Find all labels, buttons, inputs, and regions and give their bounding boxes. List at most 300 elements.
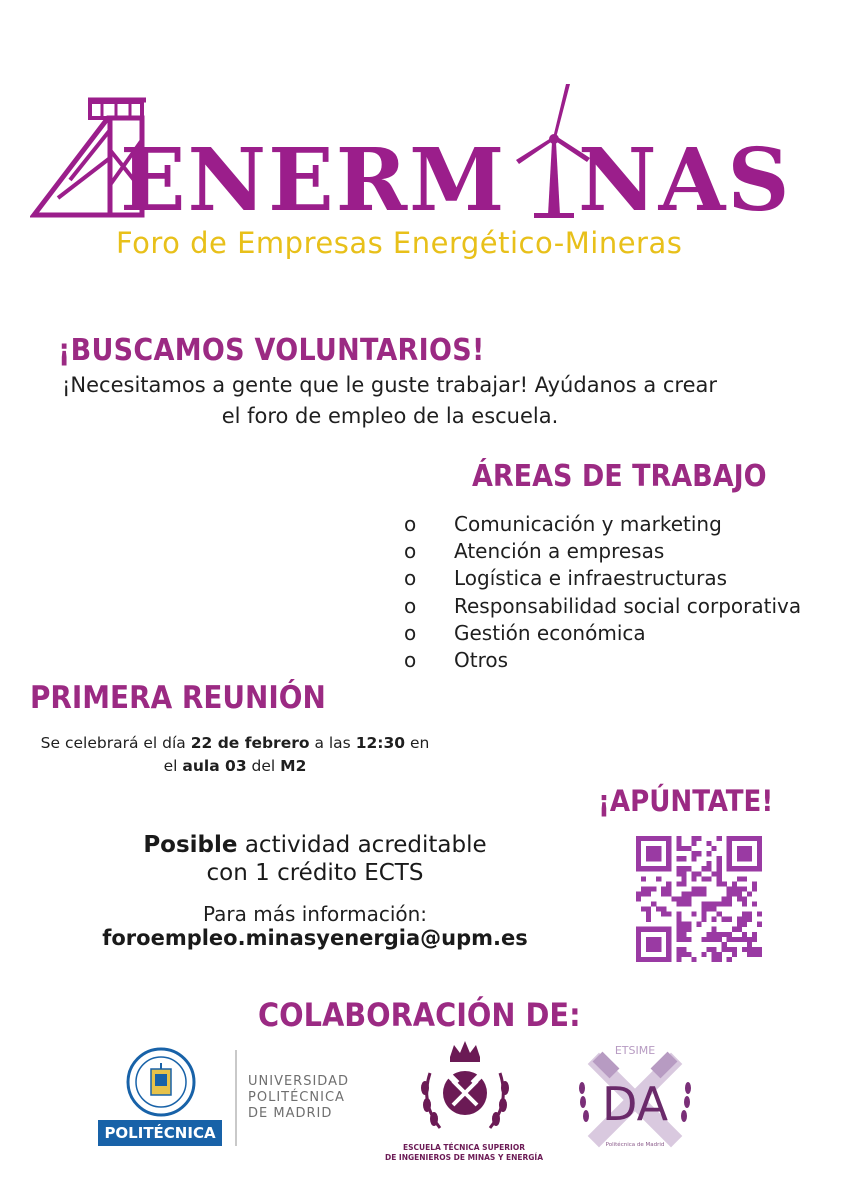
list-bullet: o [404, 620, 417, 645]
qr-module [717, 952, 722, 957]
qr-module [747, 912, 752, 917]
qr-module [742, 886, 747, 891]
qr-module [737, 876, 742, 881]
qr-module [661, 891, 666, 896]
qr-module [691, 841, 696, 846]
qr-module [712, 932, 717, 937]
qr-module [636, 836, 641, 841]
qr-module [722, 917, 727, 922]
qr-module [732, 881, 737, 886]
logo-subtitle: Foro de Empresas Energético-Mineras [116, 226, 683, 260]
qr-module [747, 947, 752, 952]
collaboration-heading: COLABORACIÓN DE: [258, 996, 581, 1034]
list-bullet: o [404, 593, 417, 618]
qr-module [666, 957, 671, 962]
qr-module [636, 846, 641, 851]
qr-module [676, 902, 681, 907]
qr-module [717, 932, 722, 937]
qr-module [737, 866, 742, 871]
meeting-room: aula 03 [182, 757, 247, 775]
qr-module [727, 836, 732, 841]
qr-module [681, 896, 686, 901]
qr-module [681, 937, 686, 942]
qr-module [752, 866, 757, 871]
qr-module [691, 957, 696, 962]
qr-module [666, 846, 671, 851]
qr-module [681, 871, 686, 876]
meeting-text: en [405, 734, 430, 752]
qr-module [651, 942, 656, 947]
qr-module [702, 937, 707, 942]
qr-module [681, 952, 686, 957]
qr-module [707, 851, 712, 856]
qr-module [702, 952, 707, 957]
qr-module [666, 881, 671, 886]
qr-module [666, 927, 671, 932]
qr-module [636, 947, 641, 952]
upm-name [248, 1074, 349, 1122]
qr-module [742, 851, 747, 856]
qr-module [737, 917, 742, 922]
list-bullet: o [404, 512, 417, 536]
school-line-1: ESCUELA TÉCNICA SUPERIOR [403, 1143, 525, 1152]
qr-module [752, 952, 757, 957]
qr-module [646, 856, 651, 861]
qr-module [742, 902, 747, 907]
qr-module [666, 891, 671, 896]
qr-module [732, 886, 737, 891]
qr-module [676, 846, 681, 851]
list-bullet: o [404, 539, 417, 564]
qr-module [747, 866, 752, 871]
qr-module [752, 881, 757, 886]
upm-line-3: DE MADRID [248, 1106, 333, 1121]
qr-module [641, 866, 646, 871]
qr-module [707, 947, 712, 952]
qr-module [717, 856, 722, 861]
qr-module [636, 937, 641, 942]
qr-module [707, 907, 712, 912]
qr-module [727, 896, 732, 901]
qr-module [727, 861, 732, 866]
qr-module [717, 881, 722, 886]
qr-module [651, 927, 656, 932]
qr-module [696, 886, 701, 891]
qr-module [717, 937, 722, 942]
qr-module [757, 912, 762, 917]
qr-module [742, 846, 747, 851]
qr-module [641, 907, 646, 912]
qr-module [757, 952, 762, 957]
qr-module [691, 876, 696, 881]
qr-module [752, 836, 757, 841]
qr-module [666, 912, 671, 917]
qr-module [676, 932, 681, 937]
credit-line-2: con 1 crédito ECTS [206, 860, 424, 886]
qr-module [681, 846, 686, 851]
upm-line-2: POLITÉCNICA [248, 1090, 345, 1105]
qr-module [646, 912, 651, 917]
qr-module [676, 856, 681, 861]
qr-module [732, 891, 737, 896]
qr-module [757, 836, 762, 841]
list-item [404, 539, 801, 566]
qr-module [666, 947, 671, 952]
list-item-label: Gestión económica [454, 620, 646, 645]
qr-module [732, 866, 737, 871]
qr-module [661, 866, 666, 871]
qr-module [656, 937, 661, 942]
qr-module [681, 876, 686, 881]
qr-module [666, 937, 671, 942]
upm-separator [235, 1050, 237, 1146]
qr-module [727, 846, 732, 851]
qr-module [636, 957, 641, 962]
qr-module [656, 907, 661, 912]
meeting-text: a las [309, 734, 356, 752]
qr-module [651, 856, 656, 861]
qr-module [651, 947, 656, 952]
qr-module [702, 891, 707, 896]
qr-module [702, 907, 707, 912]
qr-module [757, 851, 762, 856]
qr-module [712, 952, 717, 957]
qr-module [656, 947, 661, 952]
qr-module [707, 861, 712, 866]
list-item [404, 566, 801, 593]
qr-module [676, 836, 681, 841]
qr-module [686, 952, 691, 957]
meeting-date: 22 de febrero [190, 734, 310, 752]
meeting-heading: PRIMERA REUNIÓN [30, 680, 326, 716]
qr-module [641, 927, 646, 932]
qr-module [737, 846, 742, 851]
qr-module [747, 846, 752, 851]
qr-module [651, 886, 656, 891]
qr-module [641, 876, 646, 881]
list-bullet: o [404, 647, 417, 672]
qr-module [757, 947, 762, 952]
qr-module [666, 861, 671, 866]
list-item-label: Otros [454, 647, 509, 672]
qr-module [636, 896, 641, 901]
qr-module [747, 937, 752, 942]
qr-module [661, 907, 666, 912]
qr-module [737, 886, 742, 891]
info-label: Para más información: [202, 902, 428, 926]
qr-module [646, 891, 651, 896]
credit-line-1: actividad acreditable [237, 832, 487, 858]
qr-module [656, 876, 661, 881]
qr-module [651, 851, 656, 856]
qr-module [712, 947, 717, 952]
qr-module [646, 836, 651, 841]
qr-module [742, 912, 747, 917]
list-item [404, 621, 801, 648]
upm-seal [121, 1045, 201, 1120]
qr-module [742, 856, 747, 861]
school-line-2: DE INGENIEROS DE MINAS Y ENERGÍA [384, 1153, 544, 1162]
qr-module [691, 856, 696, 861]
qr-module [636, 851, 641, 856]
qr-module [737, 856, 742, 861]
qr-module [717, 957, 722, 962]
qr-module [676, 927, 681, 932]
qr-module [702, 917, 707, 922]
list-item-label: Comunicación y marketing [454, 512, 722, 536]
qr-module [707, 866, 712, 871]
qr-module [646, 957, 651, 962]
qr-module [691, 886, 696, 891]
list-item [404, 594, 801, 621]
qr-module [676, 841, 681, 846]
qr-module [737, 836, 742, 841]
meeting-building: M2 [280, 757, 307, 775]
school-crest [410, 1033, 520, 1143]
qr-module [696, 836, 701, 841]
da-top-text: ETSIME [614, 1044, 656, 1057]
qr-module [742, 937, 747, 942]
qr-module [656, 927, 661, 932]
qr-module [722, 896, 727, 901]
qr-module [757, 846, 762, 851]
qr-module [681, 891, 686, 896]
qr-module [666, 866, 671, 871]
qr-module [757, 861, 762, 866]
qr-module [717, 876, 722, 881]
qr-module [661, 886, 666, 891]
qr-module [717, 866, 722, 871]
contact-email[interactable]: foroempleo.minasyenergia@upm.es [102, 926, 528, 950]
da-crossed-hammers-logo [574, 1036, 696, 1158]
qr-module [737, 937, 742, 942]
qr-module [636, 856, 641, 861]
qr-module [722, 942, 727, 947]
qr-module [636, 952, 641, 957]
qr-module [646, 927, 651, 932]
qr-module [686, 866, 691, 871]
logo-word-left: ENERM [120, 130, 507, 231]
qr-module [757, 841, 762, 846]
qr-module [742, 866, 747, 871]
qr-module [747, 917, 752, 922]
qr-module [661, 957, 666, 962]
list-item [404, 512, 801, 539]
qr-module [712, 846, 717, 851]
qr-module [666, 942, 671, 947]
signup-heading: ¡APÚNTATE! [598, 784, 774, 818]
school-name [384, 1143, 544, 1163]
qr-module [702, 866, 707, 871]
qr-module [666, 856, 671, 861]
qr-module [641, 957, 646, 962]
qr-module [752, 902, 757, 907]
upm-line-1: UNIVERSIDAD [248, 1074, 349, 1089]
qr-module [656, 836, 661, 841]
qr-module [646, 917, 651, 922]
qr-module [727, 866, 732, 871]
qr-module [656, 957, 661, 962]
qr-module [717, 836, 722, 841]
qr-module [737, 891, 742, 896]
qr-module [742, 922, 747, 927]
qr-module [656, 851, 661, 856]
qr-module [712, 937, 717, 942]
qr-module [651, 902, 656, 907]
qr-module [666, 851, 671, 856]
qr-module [676, 912, 681, 917]
qr-module [636, 927, 641, 932]
qr-module [696, 891, 701, 896]
qr-module [742, 947, 747, 952]
qr-module [676, 881, 681, 886]
qr-module [712, 902, 717, 907]
qr-module [696, 851, 701, 856]
qr-module [707, 841, 712, 846]
meeting-text: del [246, 757, 281, 775]
qr-module [717, 902, 722, 907]
qr-module [712, 957, 717, 962]
qr-module [717, 861, 722, 866]
qr-module [656, 942, 661, 947]
qr-module [707, 937, 712, 942]
qr-module [646, 886, 651, 891]
qr-module [717, 912, 722, 917]
qr-module [646, 937, 651, 942]
qr-module [651, 957, 656, 962]
qr-module [727, 886, 732, 891]
qr-module [681, 932, 686, 937]
qr-module [681, 866, 686, 871]
qr-module [691, 836, 696, 841]
qr-module [691, 871, 696, 876]
qr-module [717, 871, 722, 876]
qr-module [737, 922, 742, 927]
intro-line-2: el foro de empleo de la escuela. [221, 404, 559, 428]
qr-module [727, 917, 732, 922]
qr-module [732, 937, 737, 942]
qr-module [712, 907, 717, 912]
qr-module [656, 866, 661, 871]
qr-module [681, 881, 686, 886]
qr-module [646, 851, 651, 856]
qr-module [676, 866, 681, 871]
qr-module [651, 937, 656, 942]
qr-module [747, 836, 752, 841]
meeting-time: 12:30 [355, 734, 406, 752]
qr-module [686, 927, 691, 932]
areas-list [404, 512, 801, 675]
qr-module [666, 952, 671, 957]
credit-text [90, 831, 540, 887]
qr-module [666, 841, 671, 846]
qr-module [727, 856, 732, 861]
qr-module [722, 881, 727, 886]
qr-module [707, 902, 712, 907]
qr-module [676, 937, 681, 942]
upm-label-box: POLITÉCNICA [98, 1120, 222, 1146]
qr-module [742, 896, 747, 901]
qr-module [641, 891, 646, 896]
qr-module [747, 952, 752, 957]
qr-module [686, 902, 691, 907]
qr-module [651, 836, 656, 841]
qr-module [727, 957, 732, 962]
da-letters: DA [601, 1077, 669, 1131]
qr-module [712, 927, 717, 932]
intro-line-1: ¡Necesitamos a gente que le guste trabajar! Ayúdanos a crear [62, 373, 718, 397]
qr-module [636, 841, 641, 846]
qr-module [676, 917, 681, 922]
qr-module [727, 841, 732, 846]
meeting-text: Se celebrará el día [40, 734, 191, 752]
qr-module [681, 927, 686, 932]
qr-module [646, 942, 651, 947]
qr-module [752, 937, 757, 942]
qr-module [757, 866, 762, 871]
qr-module [646, 947, 651, 952]
qr-module [747, 856, 752, 861]
qr-module [757, 856, 762, 861]
qr-module [641, 886, 646, 891]
qr-module [656, 856, 661, 861]
qr-module [636, 866, 641, 871]
qr-module [742, 836, 747, 841]
volunteers-heading: ¡BUSCAMOS VOLUNTARIOS! [58, 333, 485, 368]
qr-module [661, 927, 666, 932]
qr-module [676, 896, 681, 901]
qr-module [636, 891, 641, 896]
qr-module [707, 876, 712, 881]
qr-module [727, 937, 732, 942]
qr-module [691, 891, 696, 896]
qr-module [737, 927, 742, 932]
qr-module [757, 922, 762, 927]
qr-module [686, 891, 691, 896]
qr-module [691, 912, 696, 917]
qr-module [722, 947, 727, 952]
qr-module [636, 861, 641, 866]
da-bottom-text: Politécnica de Madrid [605, 1142, 665, 1148]
qr-module [727, 932, 732, 937]
qr-module [646, 866, 651, 871]
qr-module [702, 912, 707, 917]
qr-module [651, 846, 656, 851]
qr-module [646, 846, 651, 851]
list-item [404, 648, 801, 675]
qr-module [742, 876, 747, 881]
list-item-label: Logística e infraestructuras [454, 566, 727, 591]
qr-module [676, 871, 681, 876]
qr-module [737, 896, 742, 901]
qr-module [671, 896, 676, 901]
qr-module [712, 917, 717, 922]
qr-module [702, 902, 707, 907]
qr-module [727, 947, 732, 952]
qr-code[interactable] [636, 836, 762, 962]
qr-module [661, 836, 666, 841]
qr-module [752, 886, 757, 891]
qr-module [646, 907, 651, 912]
qr-module [732, 952, 737, 957]
qr-module [752, 932, 757, 937]
qr-module [666, 932, 671, 937]
qr-module [636, 932, 641, 937]
qr-module [686, 937, 691, 942]
list-bullet: o [404, 566, 417, 591]
qr-module [722, 902, 727, 907]
qr-module [676, 922, 681, 927]
